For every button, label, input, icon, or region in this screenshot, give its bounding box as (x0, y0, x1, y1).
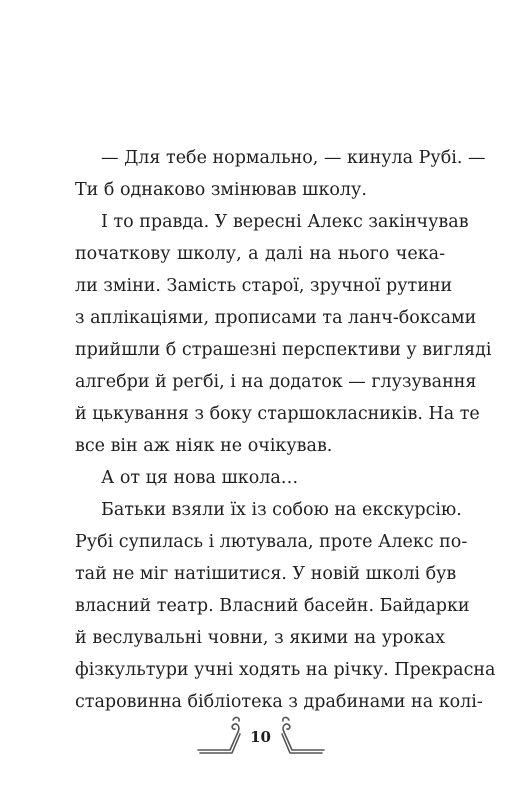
text-line: власний театр. Власний басейн. Байдарки (75, 596, 470, 616)
text-line: А от ця нова школа… (101, 468, 299, 488)
text-line: — Для тебе нормально, — кинула Рубі. — (101, 148, 486, 168)
text-line: прийшли б страшезні перспективи у вигляді (75, 340, 492, 360)
text-line: початкову школу, а далі на нього чека- (75, 244, 445, 264)
text-line: й веслувальні човни, з якими на уроках (75, 628, 445, 648)
text-line: все він аж ніяк не очікував. (75, 436, 333, 456)
body-text (75, 142, 496, 718)
text-line: І то правда. У вересні Алекс закінчував (101, 212, 469, 232)
page-number: 10 (250, 728, 271, 746)
ornament-flourish-right-icon (278, 712, 326, 754)
text-line: Рубі супилась і лютувала, проте Алекс по- (75, 532, 468, 552)
text-line: з аплікаціями, прописами та ланч-боксами (75, 308, 477, 328)
text-line: ли зміни. Замість старої, зручної рутини (75, 276, 453, 296)
text-line: алгебри й регбі, і на додаток — глузування (75, 372, 477, 392)
text-line: тай не міг натішитися. У новій школі був (75, 564, 457, 584)
page-footer (0, 712, 521, 762)
text-line: Батьки взяли їх із собою на екскурсію. (101, 500, 462, 520)
text-line: Ти б однаково змінював школу. (75, 180, 367, 200)
text-line: й цькування з боку старшокласників. На те (75, 404, 480, 424)
text-line: фізкультури учні ходять на річку. Прекрасна (75, 660, 496, 680)
text-line: старовинна бібліотека з драбинами на колі- (75, 692, 483, 712)
